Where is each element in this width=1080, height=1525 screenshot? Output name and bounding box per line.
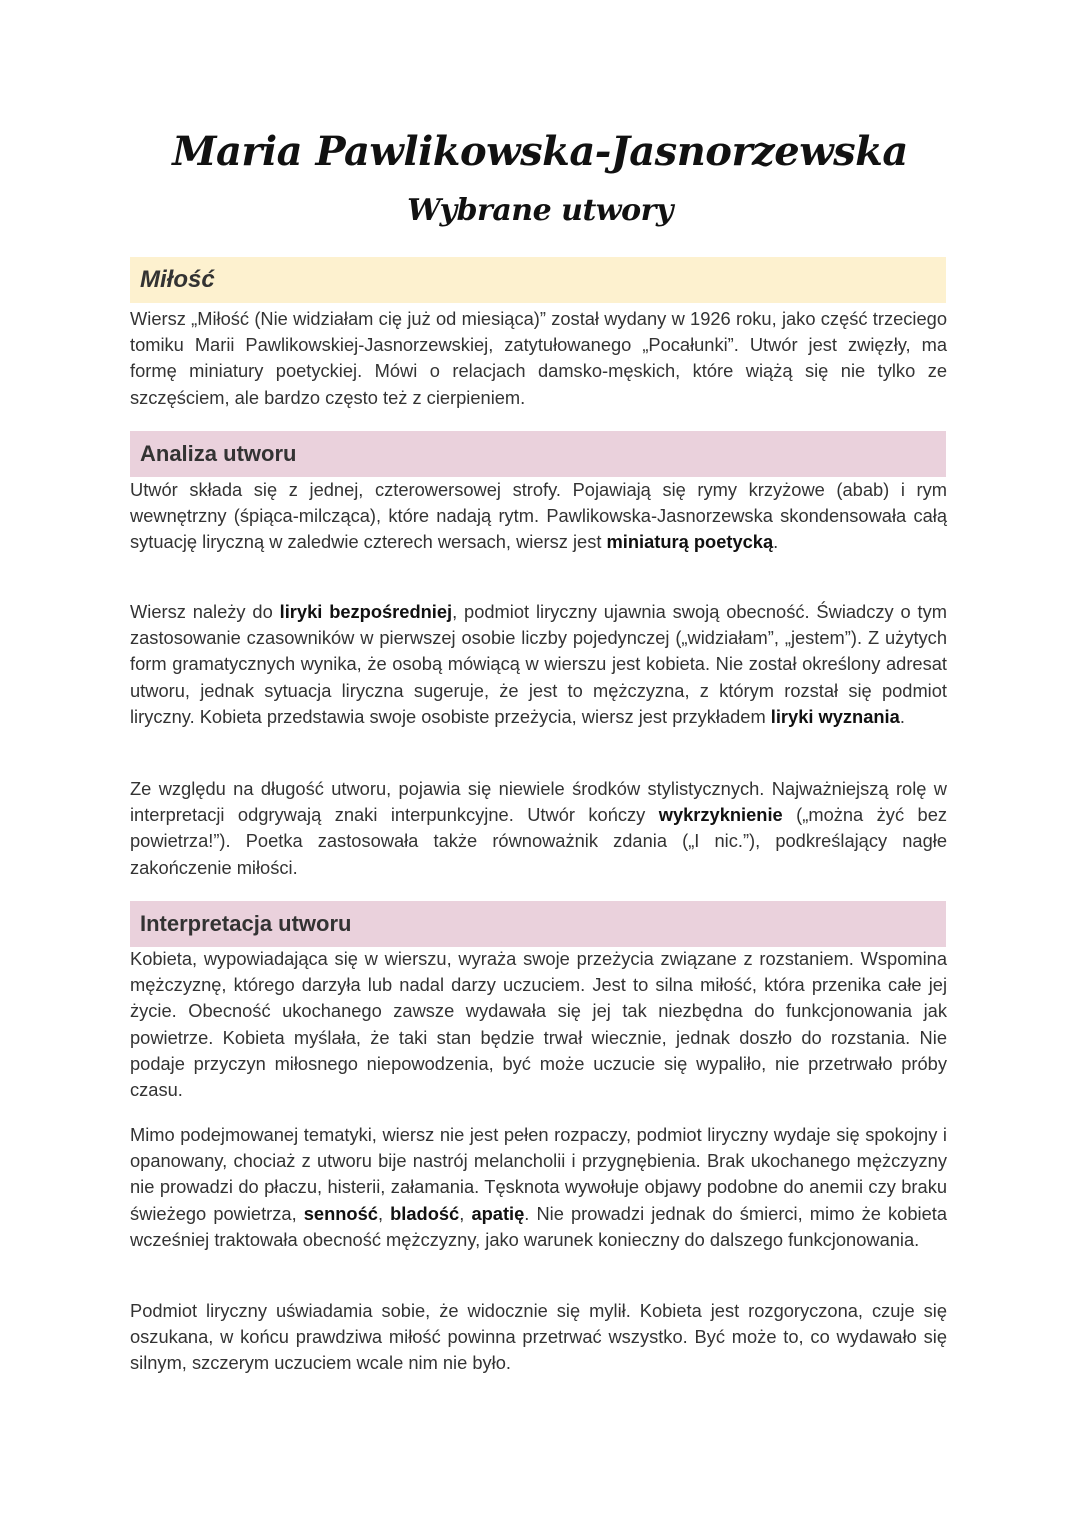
bold-term: senność bbox=[303, 1202, 378, 1224]
section-heading-analiza: Analiza utworu bbox=[130, 431, 946, 477]
paragraph-analiza-3: Ze względu na długość utworu, pojawia się niewiele środków stylistycznych. Najważniejszą rolę w interpretacji odgrywają znaki interpunkcyjne. Utwór kończy wykrzyknienie („można żyć bez powietrza!”). Poetka zastosowała także równoważnik zdania („I nic.”), podkreślający nagłe zakończenie miłości. bbox=[130, 778, 947, 878]
paragraph-analiza-1: Utwór składa się z jednej, czterowersowej strofy. Pojawiają się rymy krzyżowe (abab) i rym wewnętrzny (śpiąca-milcząca), które nadają rytm. Pawlikowska-Jasnorzewska skondensowała całą sytuację liryczną w zaledwie czterech wersach, wiersz jest miniaturą poetycką. bbox=[130, 479, 947, 553]
bold-term: apatię bbox=[471, 1202, 525, 1224]
paragraph-milosc-intro: Wiersz „Miłość (Nie widziałam cię już od miesiąca)” został wydany w 1926 roku, jako część trzeciego tomiku Marii Pawlikowskiej-Jasnorzewskiej, zatytułowanego „Pocałunki”. Utwór jest zwięzły, ma formę miniatury poetyckiej. Mówi o relacjach damsko-męskich, które wiążą się nie tylko ze szczęściem, ale bardzo często też z cierpieniem. bbox=[130, 308, 947, 408]
paragraph-interpretacja-3: Podmiot liryczny uświadamia sobie, że widocznie się mylił. Kobieta jest rozgoryczona, czuje się oszukana, w końcu prawdziwa miłość powinna przetrwać wszystko. Być może to, co wydawało się silnym, szczerym uczuciem wcale nim nie było. bbox=[130, 1300, 947, 1374]
paragraph-interpretacja-1: Kobieta, wypowiadająca się w wierszu, wyraża swoje przeżycia związane z rozstaniem. Wspomina mężczyznę, którego darzyła lub nadal darzy uczuciem. Jest to silna miłość, która przenika całe jej życie. Obecność ukochanego zawsze wydawała się jej tak niezbędna do funkcjonowania jak powietrze. Kobieta myślała, że taki stan będzie trwał wiecznie, jednak doszło do rozstania. Nie podaje przyczyn miłosnego niepowodzenia, być może uczucie się wypaliło, nie przetrwało próby czasu. bbox=[130, 948, 947, 1101]
page-title: Maria Pawlikowska-Jasnorzewska bbox=[172, 128, 908, 175]
paragraph-interpretacja-2: Mimo podejmowanej tematyki, wiersz nie jest pełen rozpaczy, podmiot liryczny wydaje się spokojny i opanowany, chociaż z utworu bije nastrój melancholii i przygnębienia. Brak ukochanego mężczyzny nie prowadzi do płaczu, histerii, załamania. Tęsknota wywołuje objawy podobne do anemii czy braku świeżego powietrza, senność, bladość, apatię. Nie prowadzi jednak do śmierci, mimo że kobieta wcześniej traktowała obecność mężczyzny, jako warunek konieczny do dalszego funkcjonowania. bbox=[130, 1124, 947, 1250]
bold-term: liryki bezpośredniej bbox=[279, 601, 453, 622]
bold-term: bladość bbox=[390, 1202, 460, 1224]
paragraph-analiza-2: Wiersz należy do liryki bezpośredniej, podmiot liryczny ujawnia swoją obecność. Świadczy o tym zastosowanie czasowników w pierwszej osobie liczby pojedynczej („widziałam”, „jestem”). Z użytych form gramatycznych wynika, że osobą mówiącą w wierszu jest kobieta. Nie został określony adresat utworu, jednak sytuacja liryczna sugeruje, że jest to mężczyzna, z którym rozstał się podmiot liryczny. Kobieta przedstawia swoje osobiste przeżycia, wiersz jest przykładem liryki wyznania. bbox=[130, 601, 947, 727]
section-heading-interpretacja: Interpretacja utworu bbox=[130, 901, 946, 947]
bold-term: liryki wyznania bbox=[770, 705, 900, 727]
section-heading-milosc: Miłość bbox=[130, 257, 946, 303]
page-subtitle: Wybrane utwory bbox=[407, 193, 673, 228]
bold-term: miniaturą poetycką bbox=[606, 531, 774, 553]
bold-term: wykrzyknienie bbox=[658, 804, 783, 826]
